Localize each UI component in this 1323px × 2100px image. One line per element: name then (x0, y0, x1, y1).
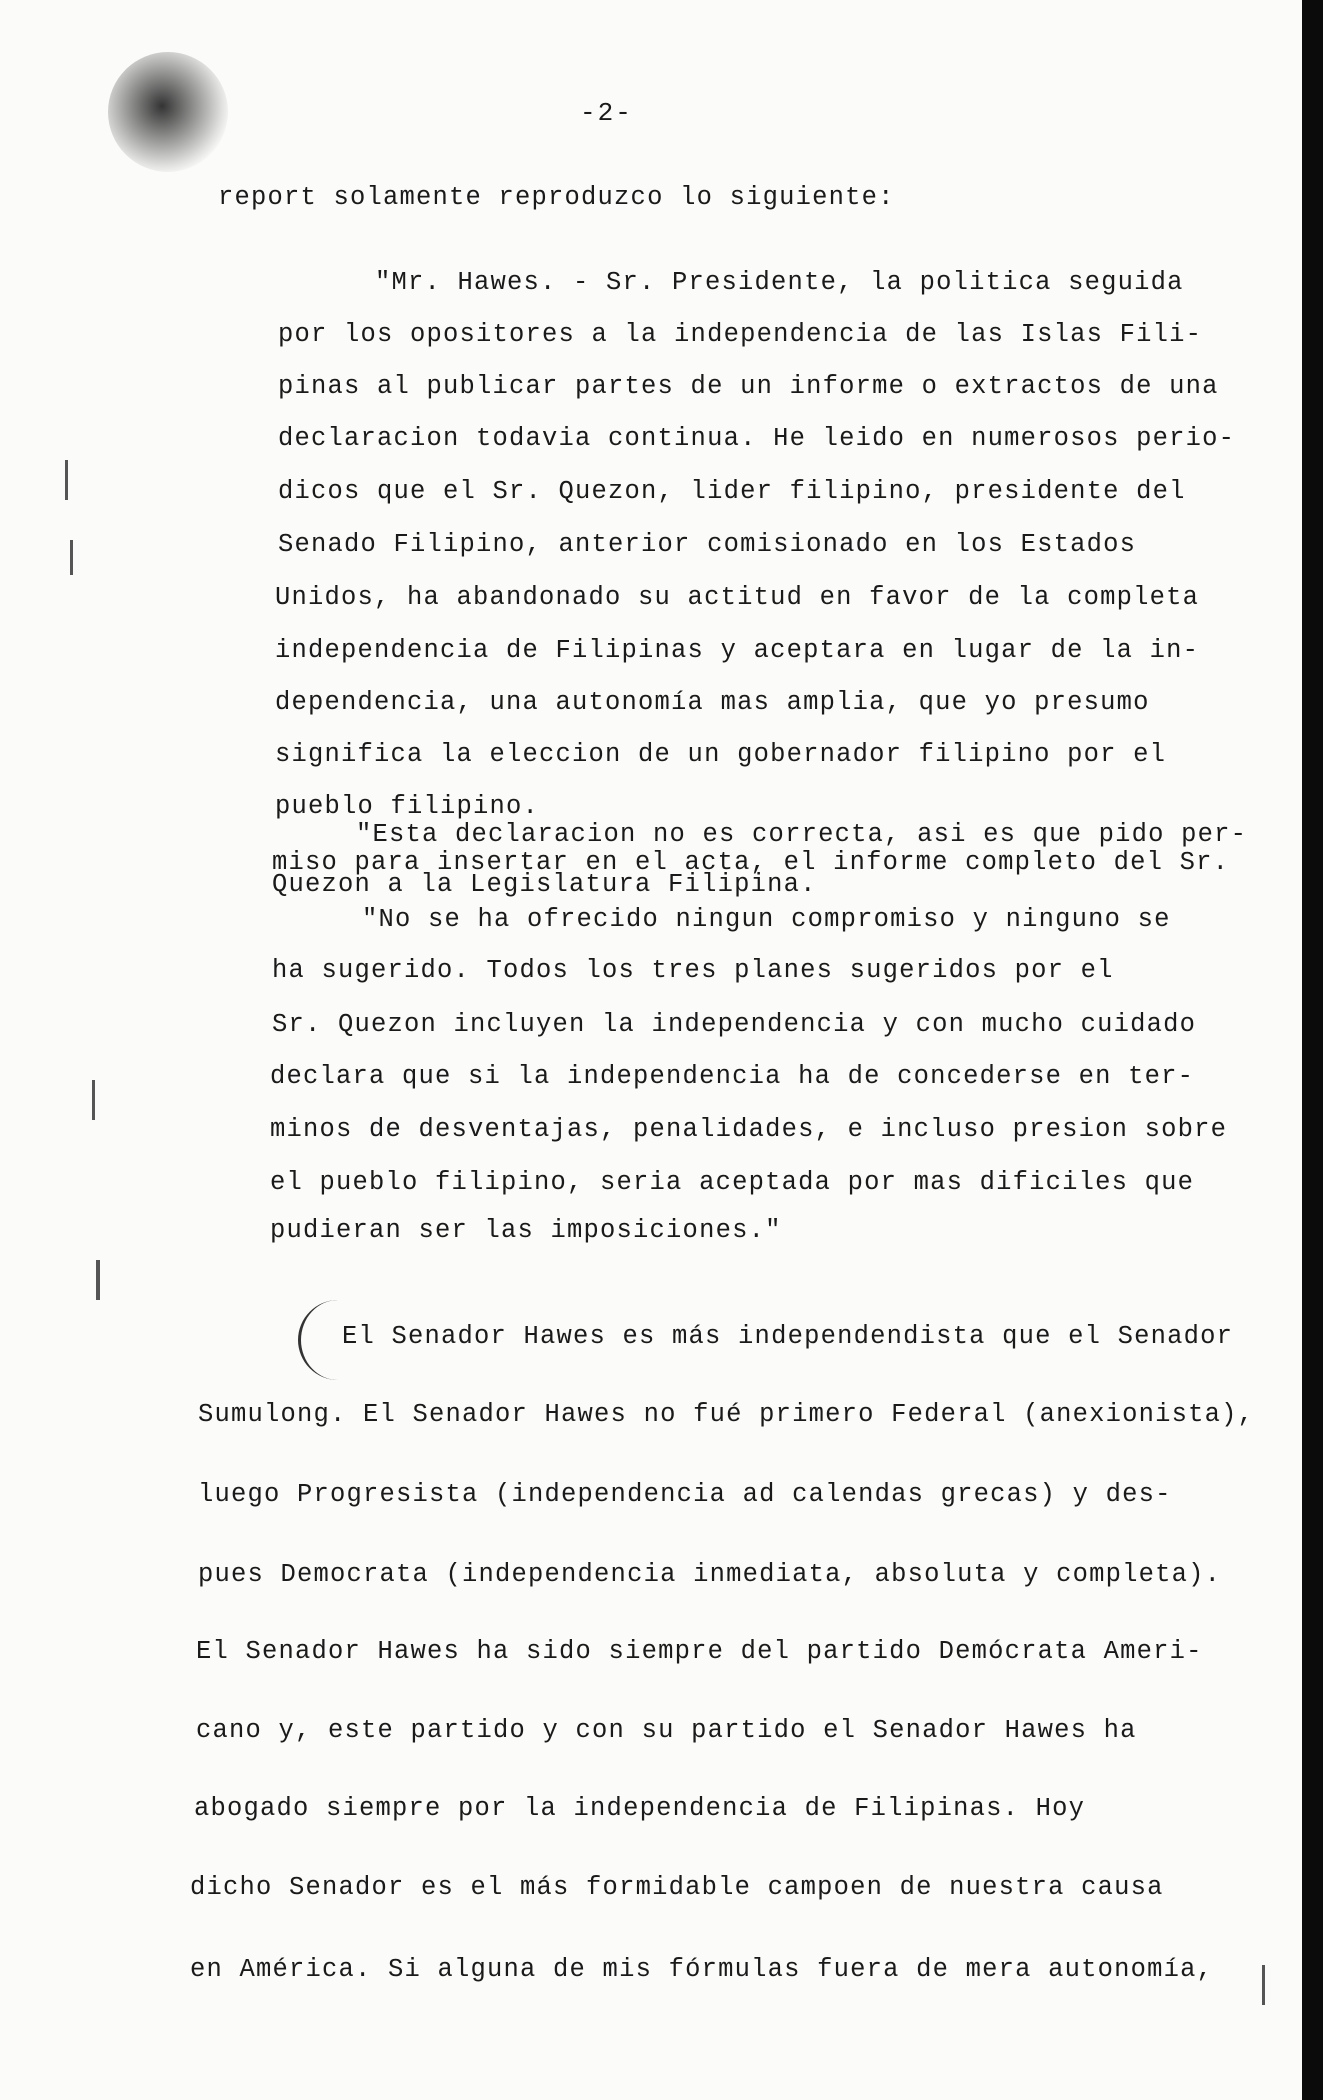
text-line-5: declaracion todavia continua. He leido en numerosos perio- (278, 424, 1236, 453)
text-line-28: cano y, este partido y con su partido el Senador Hawes ha (196, 1716, 1137, 1745)
text-line-2: "Mr. Hawes. - Sr. Presidente, la politica seguida (375, 268, 1184, 297)
text-line-12: pueblo filipino. (275, 792, 540, 821)
text-line-7: Senado Filipino, anterior comisionado en los Estados (278, 530, 1137, 559)
text-line-15: Quezon a la Legislatura Filipina. (272, 870, 817, 899)
text-line-13: "Esta declaracion no es correcta, asi es que pido per- (356, 820, 1248, 849)
text-line-17: ha sugerido. Todos los tres planes sugeridos por el (272, 956, 1114, 985)
margin-mark (65, 460, 68, 500)
text-line-6: dicos que el Sr. Quezon, lider filipino, presidente del (278, 477, 1186, 506)
text-line-27: El Senador Hawes ha sido siempre del partido Demócrata Ameri- (196, 1637, 1203, 1666)
text-line-25: luego Progresista (independencia ad calendas grecas) y des- (198, 1480, 1172, 1509)
text-line-19: declara que si la independencia ha de concederse en ter- (270, 1062, 1195, 1091)
scan-edge (1302, 0, 1323, 2100)
text-line-9: independencia de Filipinas y aceptara en lugar de la in- (275, 636, 1200, 665)
text-line-31: en América. Si alguna de mis fórmulas fuera de mera autonomía, (190, 1955, 1214, 1984)
text-line-10: dependencia, una autonomía mas amplia, que yo presumo (275, 688, 1150, 717)
text-line-11: significa la eleccion de un gobernador filipino por el (275, 740, 1167, 769)
margin-mark (92, 1080, 95, 1120)
text-line-18: Sr. Quezon incluyen la independencia y con mucho cuidado (272, 1010, 1197, 1039)
margin-mark (96, 1260, 100, 1300)
handwritten-bracket (298, 1300, 341, 1380)
text-line-29: abogado siempre por la independencia de Filipinas. Hoy (194, 1794, 1086, 1823)
text-line-1: report solamente reproduzco lo siguiente: (218, 183, 895, 212)
text-line-22: pudieran ser las imposiciones." (270, 1216, 782, 1245)
text-line-3: por los opositores a la independencia de las Islas Fili- (278, 320, 1203, 349)
margin-mark (70, 540, 73, 575)
text-line-16: "No se ha ofrecido ningun compromiso y ninguno se (362, 905, 1171, 934)
text-line-23: El Senador Hawes es más independendista que el Senador (342, 1322, 1234, 1351)
text-line-24: Sumulong. El Senador Hawes no fué primero Federal (anexionista), (198, 1400, 1255, 1429)
text-line-14: miso para insertar en el acta, el informe completo del Sr. (272, 848, 1230, 877)
text-line-20: minos de desventajas, penalidades, e incluso presion sobre (270, 1115, 1228, 1144)
text-line-30: dicho Senador es el más formidable campoen de nuestra causa (190, 1873, 1164, 1902)
text-line-4: pinas al publicar partes de un informe o extractos de una (278, 372, 1219, 401)
text-line-26: pues Democrata (independencia inmediata, absoluta y completa). (198, 1560, 1222, 1589)
page-number: -2- (580, 98, 633, 128)
text-line-21: el pueblo filipino, seria aceptada por mas dificiles que (270, 1168, 1195, 1197)
text-line-8: Unidos, ha abandonado su actitud en favor de la completa (275, 583, 1200, 612)
margin-mark (1262, 1965, 1265, 2005)
ink-stain (108, 52, 228, 172)
